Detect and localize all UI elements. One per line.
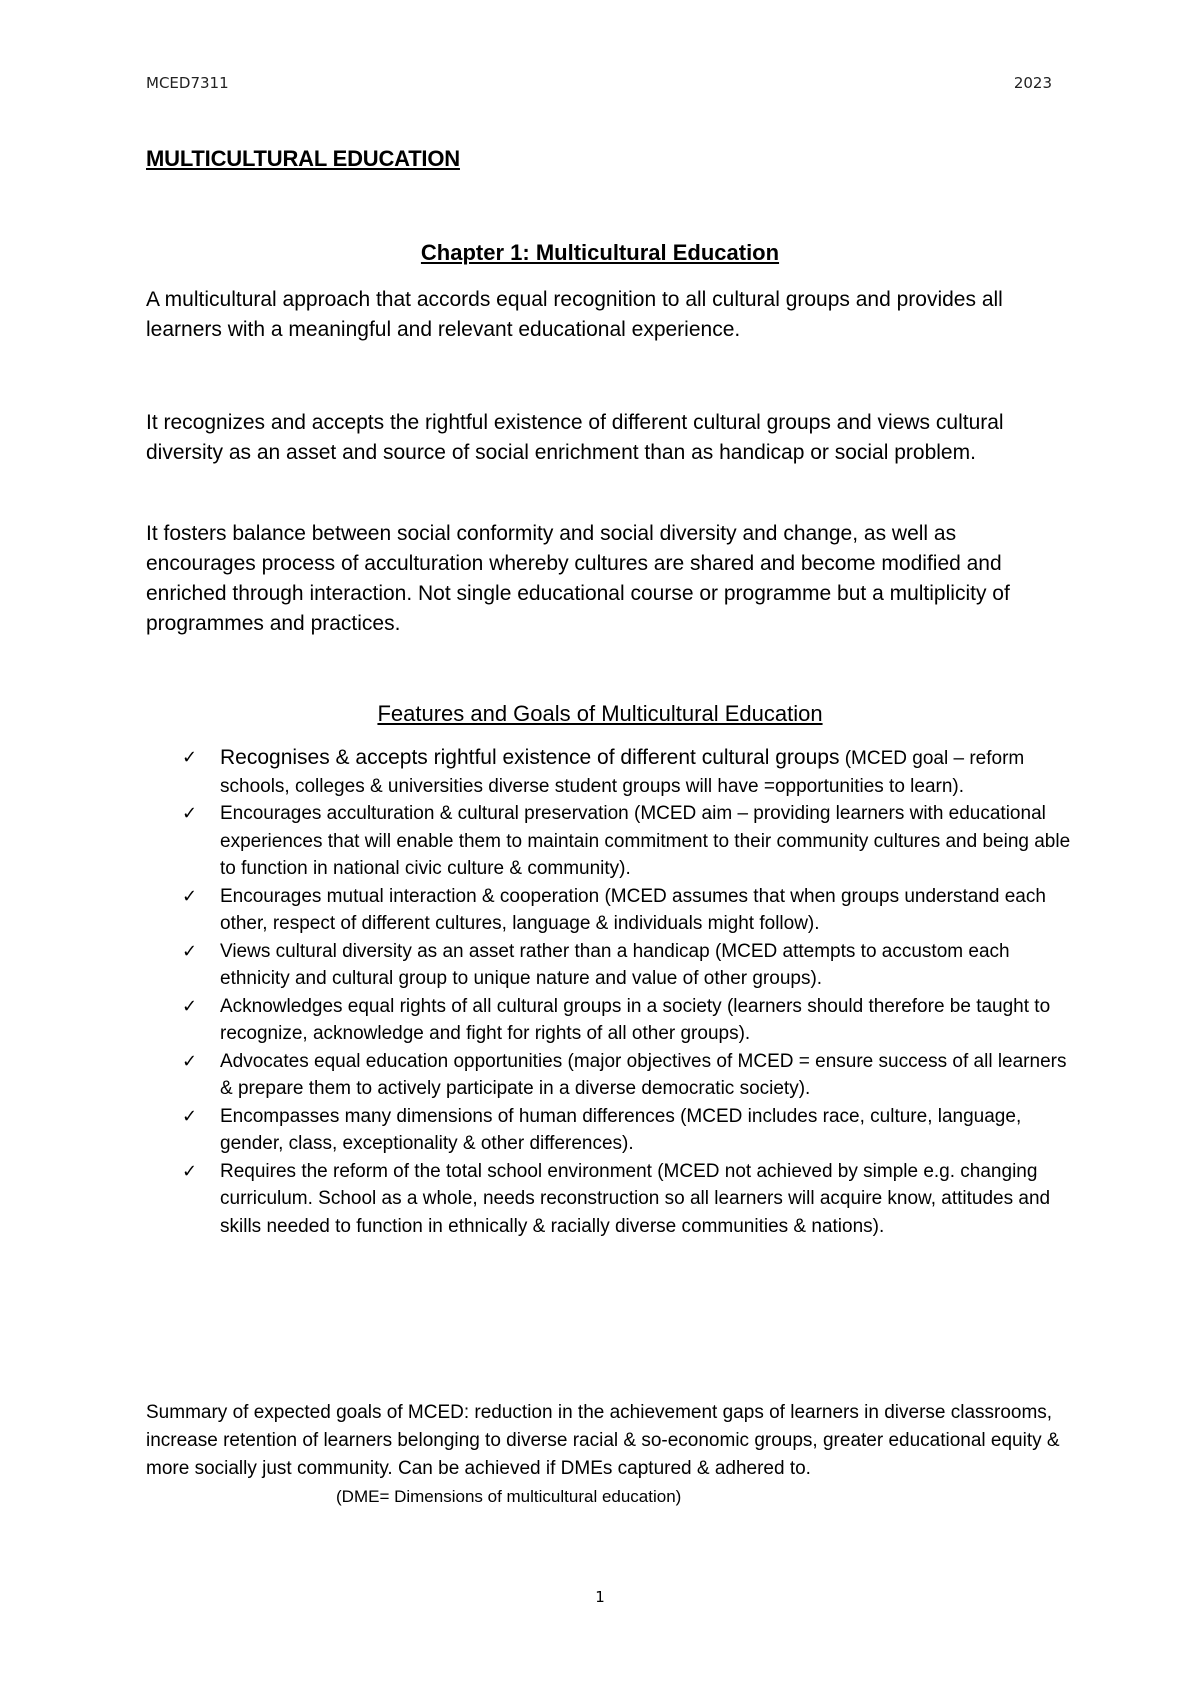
- list-item: [182, 800, 1082, 883]
- checkmark-icon: ✓: [182, 803, 198, 824]
- list-item: [182, 993, 1082, 1048]
- summary-text: Summary of expected goals of MCED: reduction in the achievement gaps of learners in diverse classrooms, increase retention of learners belonging to diverse racial & so-economic groups, greater educational equity & more socially just community. Can be achieved if DMEs captured & adhered to.: [146, 1402, 1060, 1479]
- list-item: [182, 1048, 1082, 1103]
- header-course-code: MCED7311: [146, 74, 229, 92]
- list-item: [182, 883, 1082, 938]
- list-item: [182, 938, 1082, 993]
- checkmark-icon: ✓: [182, 885, 198, 907]
- feature-detail-text: Requires the reform of the total school environment (MCED not achieved by simple e.g. changing curriculum. School as a whole, needs reconstruction so all learners will acquire know, attitudes and skills needed to function in ethnically & racially diverse communities & nations).: [220, 1160, 1051, 1237]
- feature-detail-text: Advocates equal education opportunities (major objectives of MCED = ensure success of all learners & prepare them to actively participate in a diverse democratic society).: [220, 1050, 1067, 1099]
- feature-detail-text: Encompasses many dimensions of human differences (MCED includes race, culture, language, gender, class, exceptionality & other differences).: [220, 1105, 1022, 1154]
- document-title: MULTICULTURAL EDUCATION: [146, 146, 460, 171]
- feature-detail-text: Encourages acculturation & cultural preservation (MCED aim – providing learners with educational experiences that will enable them to maintain commitment to their community cultures and being able to function in national civic culture & community).: [220, 803, 1071, 879]
- features-heading: Features and Goals of Multicultural Education: [377, 701, 823, 726]
- feature-detail-text: Acknowledges equal rights of all cultural groups in a society (learners should therefore be taught to recognize, acknowledge and fight for rights of all other groups).: [220, 995, 1051, 1044]
- page-number: 1: [595, 1588, 605, 1606]
- checkmark-icon: ✓: [182, 995, 198, 1017]
- chapter-heading: Chapter 1: Multicultural Education: [420, 240, 780, 265]
- dme-note: (DME= Dimensions of multicultural education): [336, 1487, 682, 1506]
- checkmark-icon: ✓: [182, 747, 198, 768]
- list-item: [182, 1158, 1082, 1241]
- summary-paragraph: [146, 1399, 1066, 1511]
- header-year: 2023: [1013, 74, 1052, 92]
- body-paragraph-2: It fosters balance between social conformity and social diversity and change, as well as encourages process of acculturation whereby cultures are shared and become modified and enriched through interaction. Not single educational course or programme but a multiplicity of programmes and practices.: [146, 522, 1010, 635]
- feature-detail-text: Encourages mutual interaction & cooperation (MCED assumes that when groups understand each other, respect of different cultures, language & individuals might follow).: [220, 885, 1046, 934]
- body-paragraph-1: It recognizes and accepts the rightful existence of different cultural groups and views cultural diversity as an asset and source of social enrichment than as handicap or social problem.: [146, 411, 1004, 464]
- checkmark-icon: ✓: [182, 1105, 198, 1127]
- list-item: [182, 744, 1082, 800]
- feature-main-text: Recognises & accepts rightful existence of different cultural groups: [220, 746, 840, 769]
- features-list: [182, 744, 1082, 1240]
- intro-paragraph: A multicultural approach that accords equal recognition to all cultural groups and provides all learners with a meaningful and relevant educational experience.: [146, 288, 1003, 341]
- checkmark-icon: ✓: [182, 1160, 198, 1182]
- feature-detail-text: Views cultural diversity as an asset rather than a handicap (MCED attempts to accustom each ethnicity and cultural group to unique nature and value of other groups).: [220, 940, 1010, 989]
- checkmark-icon: ✓: [182, 1050, 198, 1072]
- feature-detail-text: (MCED goal – reform schools, colleges & universities diverse student groups will have =opportunities to learn).: [220, 748, 1025, 797]
- checkmark-icon: ✓: [182, 940, 198, 962]
- list-item: [182, 1103, 1082, 1158]
